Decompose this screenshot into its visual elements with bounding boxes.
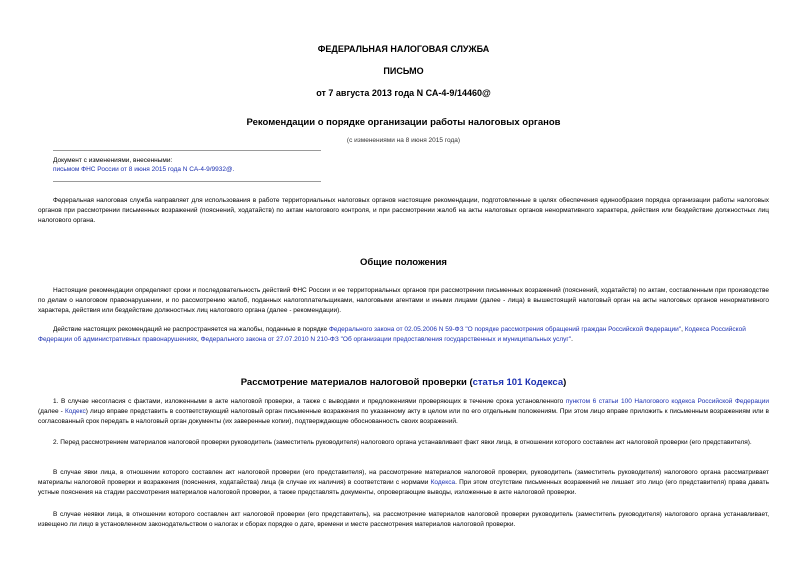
general-paragraph-1 bbox=[38, 286, 769, 316]
review-p1-mid: (далее - bbox=[38, 408, 65, 415]
law-59fz-link[interactable]: Федерального закона от 02.05.2006 N 59-ФЗ "О порядке рассмотрения обращений граждан Российской Федерации" bbox=[328, 326, 682, 333]
intro-paragraph bbox=[38, 196, 769, 226]
koap-link[interactable]: Кодекса Российской Федерации об административных правонарушениях bbox=[38, 326, 746, 343]
law-210fz-link[interactable]: Федерального закона от 27.07.2010 N 210-ФЗ "Об организации предоставления государственных и муниципальных услуг" bbox=[200, 336, 572, 343]
changes-box bbox=[53, 156, 353, 174]
general-p2-text: Действие настоящих рекомендаций не распространяется на жалобы, поданные в порядке bbox=[53, 326, 329, 333]
document-title: Рекомендации о порядке организации работы налоговых органов bbox=[246, 117, 561, 128]
doc-type: ПИСЬМО bbox=[383, 66, 424, 76]
changes-box-link[interactable]: письмом ФНС России от 8 июня 2015 года N СА-4-9/9932@. bbox=[53, 166, 235, 173]
review-p2-text: 2. Перед рассмотрением материалов налоговой проверки руководитель (заместитель руководителя) налогового органа устанавливает факт явки лица, в отношении которого составлен акт налоговой проверки (его представителя). bbox=[53, 439, 752, 446]
review-paragraph-1 bbox=[38, 397, 769, 427]
review-p4-text: В случае неявки лица, в отношении которого составлен акт налоговой проверки (его представитель), на рассмотрение материалов налоговой проверки руководитель (заместитель руководителя) налогового органа устанавливает, извещено ли лицо в установленном законодательством о налогах и сборах порядке о дате, времени и месте рассмотрения материалов налоговой проверки. bbox=[38, 511, 769, 528]
intro-text: Федеральная налоговая служба направляет для использования в работе территориальных налоговых органов настоящие рекомендации, подготовленные в целях обеспечения единообразия порядка организации работы налоговых органов при рассмотрении письменных возражений (пояснений, ходатайств) по актам налогового контроля, и при рассмотрении жалоб на акты налоговых органов ненормативного характера, действия или бездействие должностных лиц налогового органа. bbox=[38, 197, 769, 224]
changes-box-top-rule bbox=[53, 150, 321, 151]
sep: , bbox=[196, 336, 201, 343]
sep: , bbox=[681, 326, 685, 333]
section-general-heading: Общие положения bbox=[360, 257, 447, 268]
review-p1-text: 1. В случае несогласия с фактами, изложенными в акте налоговой проверки, а также с выводами и предложениями проверяющих в течение срока установленного bbox=[53, 398, 566, 405]
review-p3-end: . При этом отсутствие письменных возражений не лишает это лицо (его представителя) права давать устные пояснения на стадии рассмотрения материалов налоговой проверки, а также представлять документы, опровергающие выводы, изложенные в акте налоговой проверки. bbox=[38, 479, 769, 496]
doc-date: от 7 августа 2013 года N СА-4-9/14460@ bbox=[316, 88, 491, 98]
changes-box-bottom-rule bbox=[53, 181, 321, 182]
kodeks-link[interactable]: Кодекс bbox=[64, 408, 86, 415]
review-paragraph-2 bbox=[38, 438, 769, 448]
section-review-heading bbox=[0, 377, 807, 388]
review-p3-text: В случае явки лица, в отношении которого составлен акт налоговой проверки (его представителя), на рассмотрение материалов налоговой проверки, руководитель (заместитель руководителя) налогового органа рассматривает материалы налоговой проверки и возражения (пояснения, ходатайства) лица (в случае их наличия) в соответствии с нормами bbox=[38, 469, 769, 486]
review-heading-text: Рассмотрение материалов налоговой проверки ( bbox=[240, 377, 473, 388]
article-100-link[interactable]: пунктом 6 статьи 100 Налогового кодекса Российской Федерации bbox=[565, 398, 769, 405]
agency-title: ФЕДЕРАЛЬНАЯ НАЛОГОВАЯ СЛУЖБА bbox=[317, 44, 490, 54]
general-paragraph-2 bbox=[38, 325, 769, 345]
amendment-note: (с изменениями на 8 июня 2015 года) bbox=[346, 137, 461, 144]
review-heading-close: ) bbox=[563, 377, 567, 388]
review-paragraph-4 bbox=[38, 510, 769, 530]
review-paragraph-3 bbox=[38, 468, 769, 498]
period: . bbox=[571, 336, 573, 343]
review-p1-end: ) лицо вправе представить в соответствующий налоговый орган письменные возражения по указанному акту в целом или по его отдельным положениям. При этом лицо вправе приложить к письменным возражениям или в согласованный срок передать в налоговый орган документы (их заверенные копии), подтверждающие обоснованность своих возражений. bbox=[38, 408, 769, 425]
article-101-link[interactable]: статья 101 Кодекса bbox=[472, 377, 564, 388]
general-p1-text: Настоящие рекомендации определяют сроки и последовательность действий ФНС России и ее территориальных органов при рассмотрении письменных возражений (пояснений, ходатайств) по актам, составленным при производстве по делам о налоговом правонарушении, и по рассмотрению жалоб, поданных налогоплательщиками, налоговыми агентами и иными лицами (далее - лица) в вышестоящий налоговый орган на акты налоговых органов ненормативного характера, действия или бездействие должностных лиц налогового органа (далее - рекомендации). bbox=[38, 287, 769, 314]
kodeks-link-2[interactable]: Кодекса bbox=[430, 479, 456, 486]
changes-box-label: Документ с изменениями, внесенными: bbox=[53, 157, 173, 164]
